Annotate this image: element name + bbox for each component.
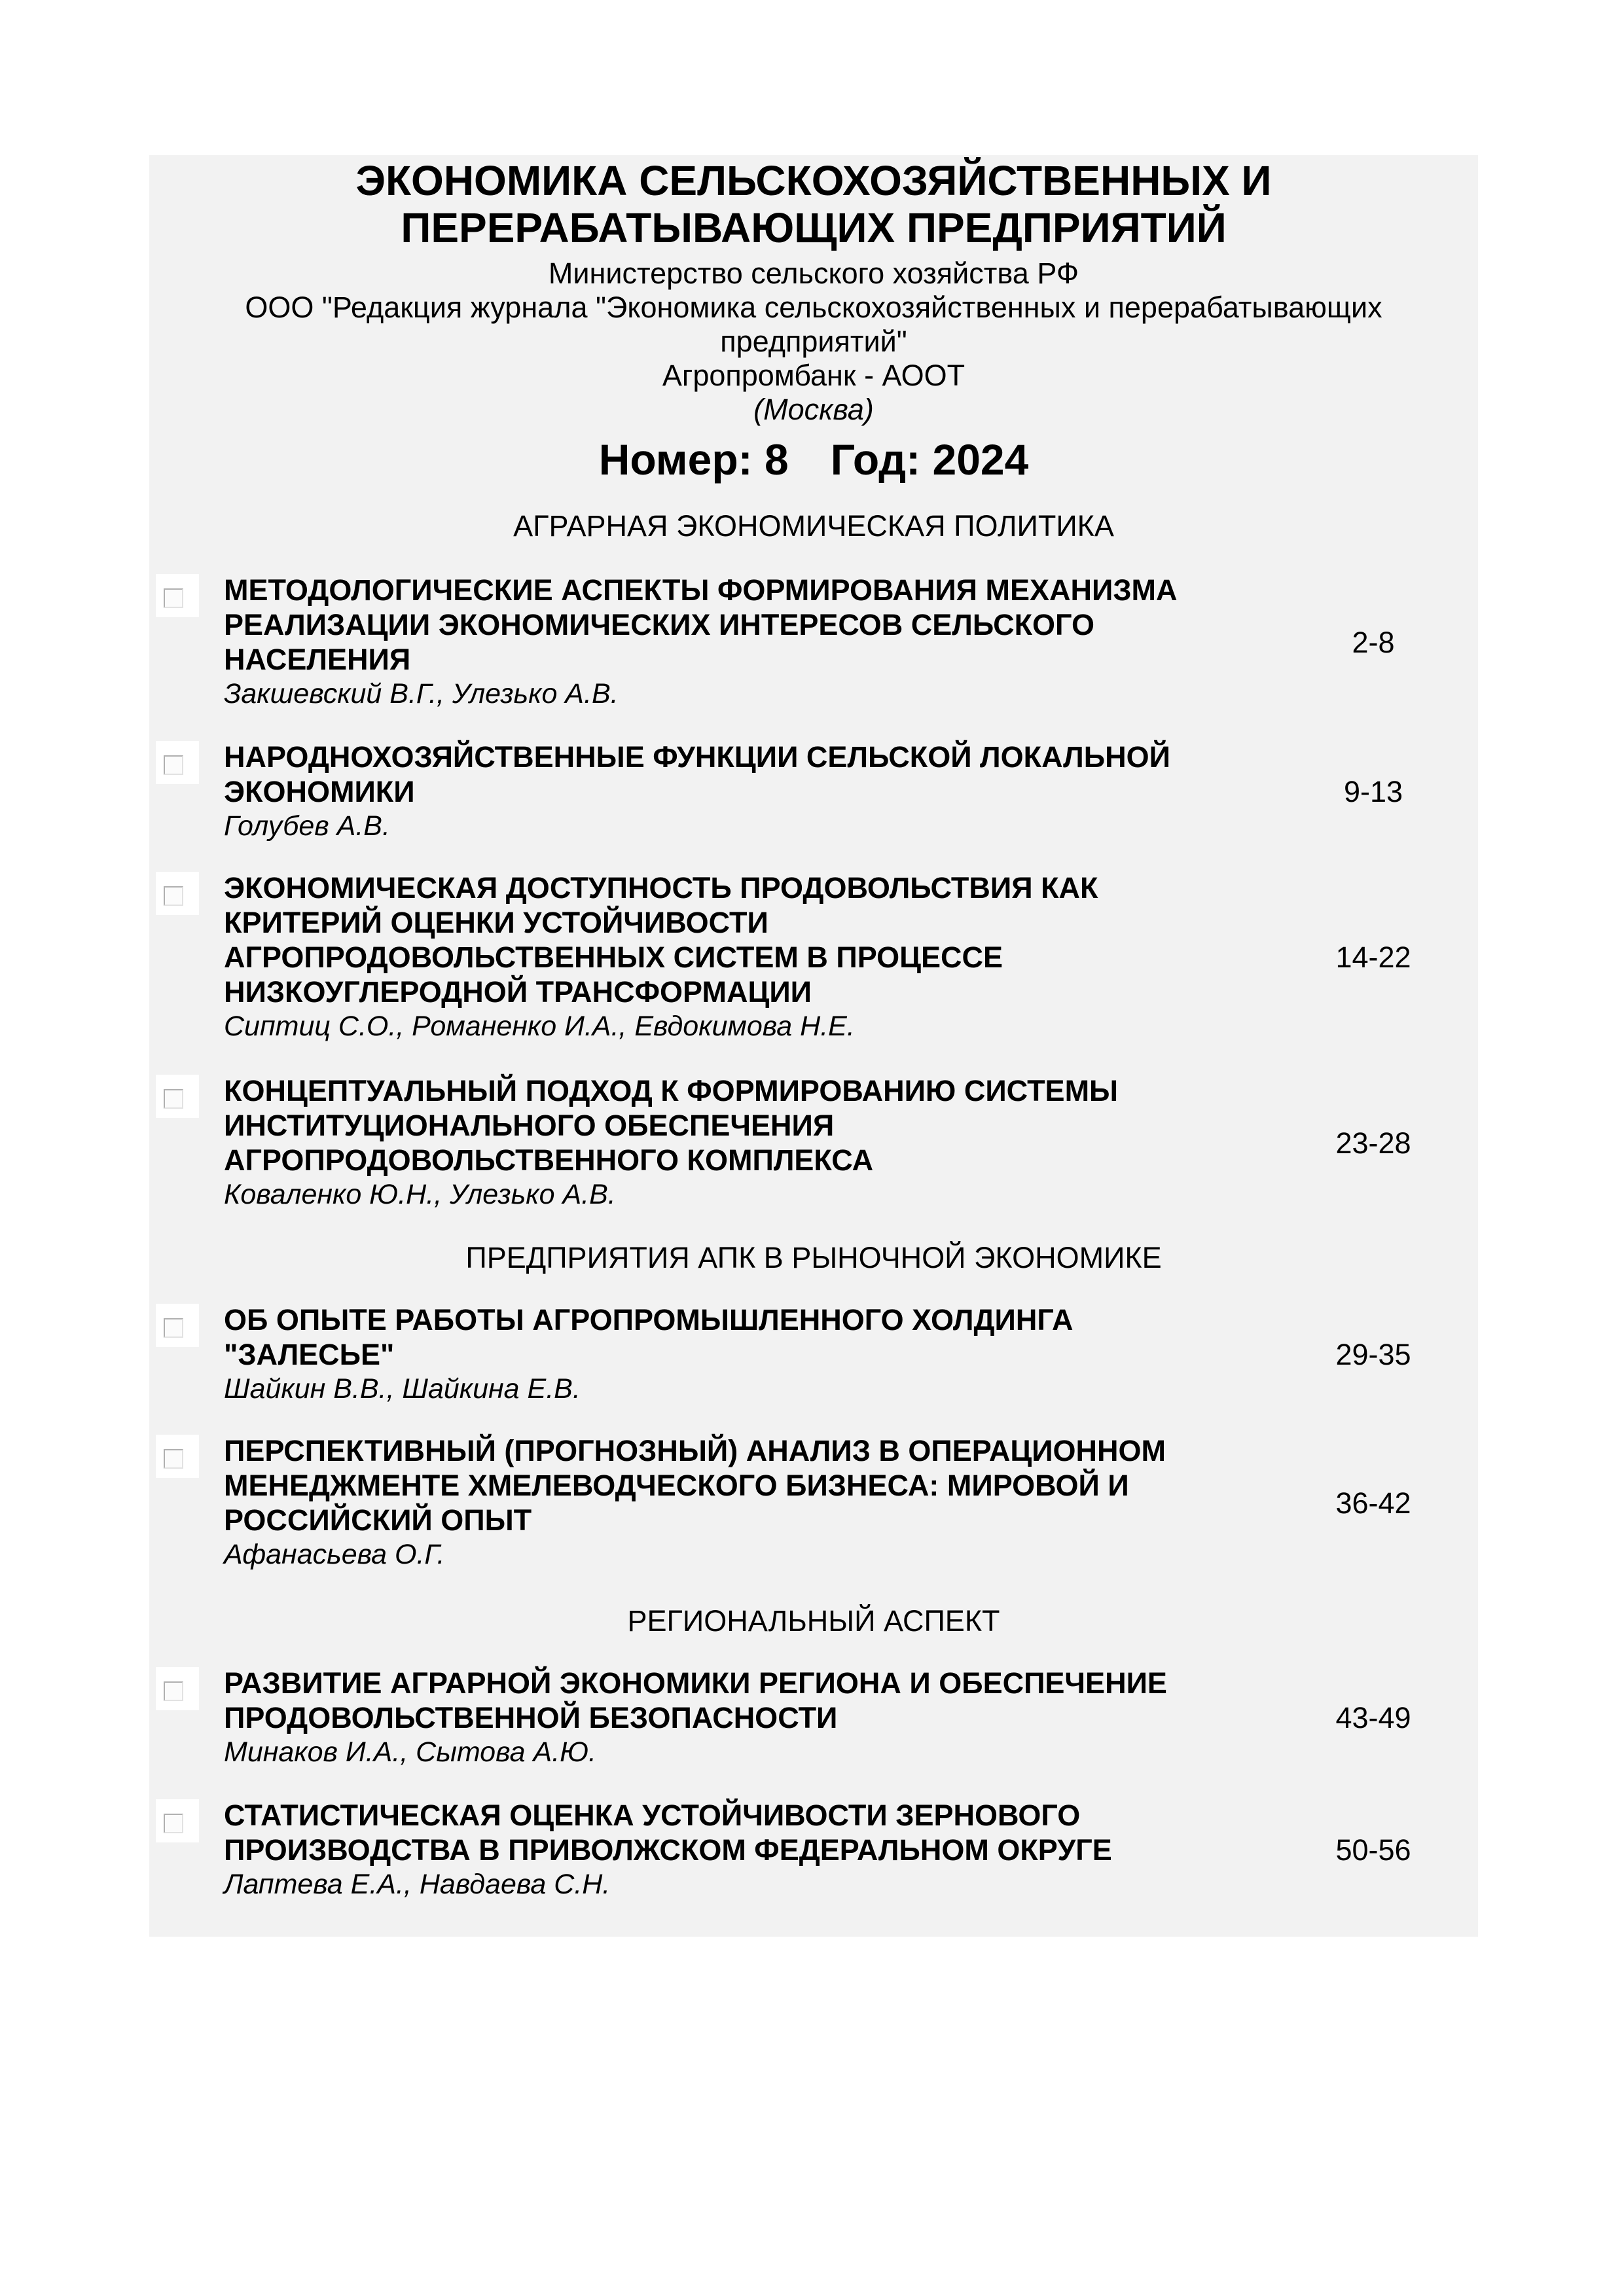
article-entry	[149, 740, 1478, 844]
article-entry	[149, 1666, 1478, 1770]
article-title-line[interactable]: "ЗАЛЕСЬЕ"	[224, 1338, 395, 1371]
select-checkbox[interactable]	[156, 1075, 199, 1118]
article-pages: 9-13	[1343, 775, 1403, 808]
select-checkbox[interactable]	[156, 1435, 199, 1478]
article-pages: 23-28	[1335, 1126, 1411, 1160]
article-title-line[interactable]: РЕАЛИЗАЦИИ ЭКОНОМИЧЕСКИХ ИНТЕРЕСОВ СЕЛЬСКОГО	[224, 608, 1094, 641]
article-title-line[interactable]: ПРОДОВОЛЬСТВЕННОЙ БЕЗОПАСНОСТИ	[224, 1701, 838, 1734]
article-title-line[interactable]: РАЗВИТИЕ АГРАРНОЙ ЭКОНОМИКИ РЕГИОНА И ОБЕСПЕЧЕНИЕ	[224, 1666, 1167, 1700]
publisher-bank: Агропромбанк - АООТ	[662, 359, 965, 392]
checkbox-square[interactable]	[164, 1681, 183, 1701]
checkbox-square[interactable]	[164, 1814, 183, 1833]
article-title-line[interactable]: НИЗКОУГЛЕРОДНОЙ ТРАНСФОРМАЦИИ	[224, 975, 812, 1009]
article-authors: Афанасьева О.Г.	[224, 1539, 445, 1570]
checkbox-square[interactable]	[164, 1318, 183, 1338]
article-entry	[149, 870, 1478, 1044]
article-authors: Шайкин В.В., Шайкина Е.В.	[224, 1373, 581, 1405]
article-title[interactable]	[224, 870, 1324, 1009]
article-title[interactable]	[224, 1302, 1324, 1372]
article-title-line[interactable]: НАСЕЛЕНИЯ	[224, 643, 411, 676]
article-authors: Голубев А.В.	[224, 810, 390, 842]
checkbox-square[interactable]	[164, 1449, 183, 1469]
checkbox-square[interactable]	[164, 1089, 183, 1109]
article-title-line[interactable]: НАРОДНОХОЗЯЙСТВЕННЫЕ ФУНКЦИИ СЕЛЬСКОЙ ЛОКАЛЬНОЙ	[224, 740, 1170, 774]
publisher-ministry: Министерство сельского хозяйства РФ	[548, 257, 1079, 290]
article-title[interactable]	[224, 573, 1324, 677]
article-entry	[149, 1302, 1478, 1407]
section-heading: РЕГИОНАЛЬНЫЙ АСПЕКТ	[627, 1604, 1000, 1638]
article-title-line[interactable]: АГРОПРОДОВОЛЬСТВЕННЫХ СИСТЕМ В ПРОЦЕССЕ	[224, 941, 1003, 974]
select-checkbox[interactable]	[156, 1667, 199, 1710]
article-entry	[149, 1073, 1478, 1212]
article-title-line[interactable]: СТАТИСТИЧЕСКАЯ ОЦЕНКА УСТОЙЧИВОСТИ ЗЕРНОВОГО	[224, 1799, 1081, 1832]
issue-year: 2024	[932, 435, 1029, 484]
checkbox-square[interactable]	[164, 588, 183, 608]
publisher-city: (Москва)	[753, 393, 874, 426]
issue-year-label: Год:	[830, 435, 921, 484]
article-title-line[interactable]: РОССИЙСКИЙ ОПЫТ	[224, 1503, 532, 1537]
article-pages: 50-56	[1335, 1833, 1411, 1867]
article-authors: Коваленко Ю.Н., Улезько А.В.	[224, 1179, 616, 1210]
article-entry	[149, 573, 1478, 711]
article-title-line[interactable]: МЕНЕДЖМЕНТЕ ХМЕЛЕВОДЧЕСКОГО БИЗНЕСА: МИРОВОЙ И	[224, 1469, 1129, 1502]
checkbox-square[interactable]	[164, 755, 183, 775]
article-title[interactable]	[224, 1798, 1324, 1867]
journal-title-line-1: ЭКОНОМИКА СЕЛЬСКОХОЗЯЙСТВЕННЫХ И	[355, 157, 1272, 204]
issue-line	[149, 435, 1478, 484]
issue-number: 8	[764, 435, 789, 484]
article-entry	[149, 1798, 1478, 1902]
article-title-line[interactable]: КОНЦЕПТУАЛЬНЫЙ ПОДХОД К ФОРМИРОВАНИЮ СИСТЕМЫ	[224, 1074, 1119, 1107]
article-title[interactable]	[224, 740, 1324, 809]
article-pages: 36-42	[1335, 1486, 1411, 1520]
issue-number-label: Номер:	[598, 435, 753, 484]
article-title-line[interactable]: ЭКОНОМИЧЕСКАЯ ДОСТУПНОСТЬ ПРОДОВОЛЬСТВИЯ КАК	[224, 871, 1098, 905]
article-title-line[interactable]: ИНСТИТУЦИОНАЛЬНОГО ОБЕСПЕЧЕНИЯ	[224, 1109, 835, 1142]
article-title-line[interactable]: МЕТОДОЛОГИЧЕСКИЕ АСПЕКТЫ ФОРМИРОВАНИЯ МЕХАНИЗМА	[224, 573, 1178, 607]
article-title-line[interactable]: КРИТЕРИЙ ОЦЕНКИ УСТОЙЧИВОСТИ	[224, 906, 768, 939]
article-authors: Лаптева Е.А., Навдаева С.Н.	[224, 1869, 611, 1900]
article-entry	[149, 1433, 1478, 1572]
section-heading: АГРАРНАЯ ЭКОНОМИЧЕСКАЯ ПОЛИТИКА	[513, 509, 1114, 543]
select-checkbox[interactable]	[156, 574, 199, 617]
article-authors: Закшевский В.Г., Улезько А.В.	[224, 678, 619, 709]
section-heading: ПРЕДПРИЯТИЯ АПК В РЫНОЧНОЙ ЭКОНОМИКЕ	[465, 1241, 1162, 1274]
publisher-block	[149, 257, 1478, 427]
article-title[interactable]	[224, 1073, 1324, 1177]
checkbox-square[interactable]	[164, 886, 183, 906]
publisher-editorial-line-2: предприятий"	[720, 325, 907, 358]
article-pages: 29-35	[1335, 1338, 1411, 1371]
article-title-line[interactable]: ПРОИЗВОДСТВА В ПРИВОЛЖСКОМ ФЕДЕРАЛЬНОМ ОКРУГЕ	[224, 1833, 1112, 1867]
select-checkbox[interactable]	[156, 872, 199, 915]
select-checkbox[interactable]	[156, 1304, 199, 1347]
article-title-line[interactable]: ОБ ОПЫТЕ РАБОТЫ АГРОПРОМЫШЛЕННОГО ХОЛДИНГА	[224, 1303, 1074, 1336]
journal-title	[149, 157, 1478, 251]
publisher-editorial-line-1: ООО "Редакция журнала "Экономика сельскохозяйственных и перерабатывающих	[245, 291, 1382, 324]
article-pages: 14-22	[1335, 941, 1411, 974]
article-pages: 2-8	[1352, 626, 1395, 659]
article-title-line[interactable]: АГРОПРОДОВОЛЬСТВЕННОГО КОМПЛЕКСА	[224, 1143, 874, 1177]
article-title-line[interactable]: ЭКОНОМИКИ	[224, 775, 415, 808]
select-checkbox[interactable]	[156, 1799, 199, 1842]
article-authors: Сиптиц С.О., Романенко И.А., Евдокимова Н.Е.	[224, 1011, 855, 1042]
article-title[interactable]	[224, 1666, 1324, 1735]
article-authors: Минаков И.А., Сытова А.Ю.	[224, 1736, 596, 1768]
journal-title-line-2: ПЕРЕРАБАТЫВАЮЩИХ ПРЕДПРИЯТИЙ	[401, 204, 1227, 251]
article-title-line[interactable]: ПЕРСПЕКТИВНЫЙ (ПРОГНОЗНЫЙ) АНАЛИЗ В ОПЕРАЦИОННОМ	[224, 1434, 1166, 1467]
article-title[interactable]	[224, 1433, 1324, 1537]
select-checkbox[interactable]	[156, 741, 199, 784]
article-pages: 43-49	[1335, 1701, 1411, 1734]
